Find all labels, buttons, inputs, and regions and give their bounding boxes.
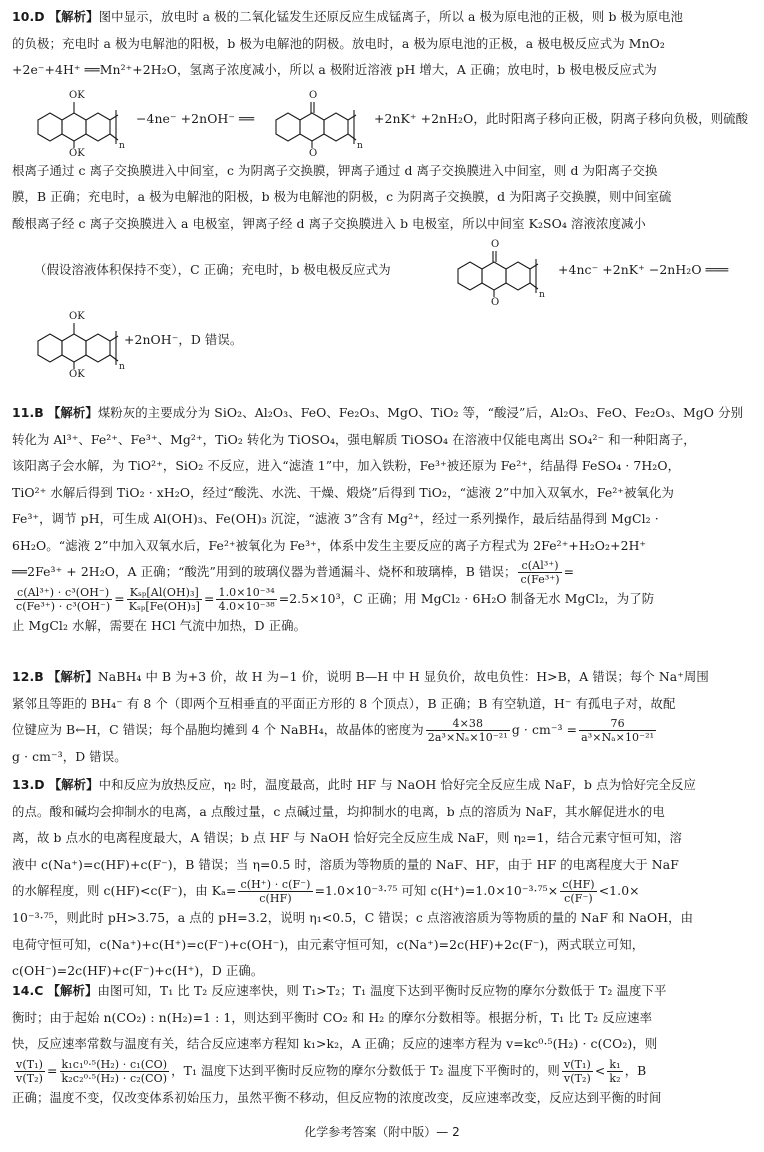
text-line: ══2Fe³⁺ + 2H₂O，A 正确；“酸洗”用到的玻璃仪器为普通漏斗、烧杯和玻璃棒，B 错误； xyxy=(12,564,517,579)
text-line: c(OH⁻)=2c(HF)+c(F⁻)+c(H⁺)，D 正确。 xyxy=(12,963,264,978)
text-line: ，T₁ 温度下达到平衡时反应物的摩尔分数低于 T₂ 温度下平衡时的，则 xyxy=(171,1062,560,1078)
q13-line-1 xyxy=(12,772,754,799)
text-line: 的水解程度，则 c(HF)<c(F⁻)，由 Kₐ= xyxy=(12,883,237,898)
text-line: 该阳离子会水解，为 TiO²⁺，SiO₂ 不反应，进入“滤渣 1”中，加入铁粉，Fe³⁺被还原为 Fe²⁺，结晶得 FeSO₄ · 7H₂O， xyxy=(12,458,681,473)
q10-equation-2 xyxy=(12,237,754,305)
text-line: 液中 c(Na⁺)=c(HF)+c(F⁻)，B 错误；当 η=0.5 时，溶质为等物质的量的 NaF、HF，由于 HF 的电离程度大于 NaF xyxy=(12,856,679,872)
q12-line-1 xyxy=(12,664,754,691)
svg-text:OK: OK xyxy=(69,311,85,322)
svg-text:O: O xyxy=(309,89,318,101)
fraction: $\frac{\text{Kₛₚ[Al(OH)₃]}}{\text{Kₛₚ[Fe(OH)₃]}}$ xyxy=(128,586,200,613)
analysis-tag: 【解析】 xyxy=(47,669,98,684)
equation-text: −4ne⁻ +2nOH⁻ ══ xyxy=(136,110,255,126)
text-line: 膜，B 正确；充电时，a 极为电解池的阳极，b 极为电解池的阴极，c 为阴离子交换膜，d 为阳离子交换膜，则中间室硫 xyxy=(12,189,672,204)
fraction: $\frac{76}{\text{a³×Nₐ×10⁻²¹}}$ xyxy=(581,717,655,744)
text-line: 快，反应速率常数与温度有关，结合反应速率方程知 k₁>k₂，A 正确；反应的速率方程为 v=kc⁰·⁵(H₂) · c(CO₂)，则 xyxy=(12,1036,658,1051)
structure-oxidized-polymer xyxy=(444,233,556,305)
fraction: $\frac{\text{v(T₁)}}{\text{v(T₂)}}$ xyxy=(563,1057,591,1085)
svg-text:O: O xyxy=(491,239,500,250)
text-line: 10⁻³·⁷⁵，则此时 pH>3.75，a 点的 pH=3.2，说明 η₁<0.5，C 错误；c 点溶液溶质为等物质的量的 NaF 和 NaOH，由 xyxy=(12,910,694,925)
svg-text:n: n xyxy=(539,290,545,300)
analysis-tag: 【解析】 xyxy=(47,405,98,420)
text-line: +2nOH⁻，D 错误。 xyxy=(124,332,243,347)
text-line: 煤粉灰的主要成分为 SiO₂、Al₂O₃、FeO、Fe₂O₃、MgO、TiO₂ 等，“酸浸”后，Al₂O₃、FeO、Fe₂O₃、MgO 分别 xyxy=(97,405,744,420)
q11-line-1 xyxy=(12,400,754,427)
svg-text:OK: OK xyxy=(69,369,85,377)
text-line: 紧邻且等距的 BH₄⁻ 有 8 个（即两个互相垂直的平面正方形的 8 个顶点），B 正确；B 有空轨道，H⁻ 有孤电子对，故配 xyxy=(12,695,676,711)
text-line: 衡时；由于起始 n(CO₂) : n(H₂)=1 : 1，则达到平衡时 CO₂ 和 H₂ 的摩尔分数相等。根据分析，T₁ 比 T₂ 反应速率 xyxy=(12,1009,653,1025)
question-number: 14. xyxy=(12,983,35,998)
text-line: 图中显示，放电时 a 极的二氧化锰发生还原反应生成锰离子，所以 a 极为原电池的正极，则 b 极为原电池 xyxy=(98,9,683,24)
text-line: 根离子通过 c 离子交换膜进入中间室，c 为阴离子交换膜，钾离子通过 d 离子交换膜进入中间室，则 d 为阳离子交换 xyxy=(12,162,658,178)
text-line: 的点。酸和碱均会抑制水的电离，a 点酸过量，c 点碱过量，均抑制水的电离，b 点的溶质为 NaF，其水解促进水的电 xyxy=(12,803,665,819)
q10-equation-1 xyxy=(12,84,754,158)
structure-oxidized-polymer xyxy=(262,84,374,156)
question-number: 11. xyxy=(12,405,35,420)
fraction: $\frac{\text{c(Al³⁺) · c³(OH⁻)}}{\text{c(Fe³⁺) · c³(OH⁻)}}$ xyxy=(16,586,111,613)
text-line: 的负极；充电时 a 极为电解池的阳极，b 极为电解池的阴极。放电时，a 极为原电池的正极，a 极电极反应式为 MnO₂ xyxy=(12,35,665,51)
answer-letter: C xyxy=(34,983,44,998)
question-12 xyxy=(12,664,754,771)
text-line: TiO²⁺ 水解后得到 TiO₂ · xH₂O，经过“酸洗、水洗、干燥、煅烧”后得到 TiO₂，“滤液 2”中加入双氧水，Fe²⁺被氧化为 xyxy=(12,484,675,500)
svg-text:OK: OK xyxy=(69,147,85,156)
structure-reduced-polymer xyxy=(24,84,136,156)
q11-line-8: $\frac{\text{c(Al³⁺) · c³(OH⁻)}}{\text{c(Fe³⁺) · c³(OH⁻)}}$ = $\frac{\text{Kₛₚ[Al(OH)₃]}}{\text{Kₛₚ[Fe(OH)₃]}}$ = $\frac{\text{1.0×10⁻³⁴}}{\text{4.0×10⁻³⁸}}$ =2.5×10³，C 正确；用 MgCl₂ · 6H₂O 制备无水 MgCl₂，为了防 xyxy=(16,586,655,613)
text-line: NaBH₄ 中 B 为+3 价，故 H 为−1 价，说明 B—H 中 H 显负价，故电负性：H>B，A 错误；每个 Na⁺周围 xyxy=(97,669,709,684)
svg-text:OK: OK xyxy=(69,89,85,101)
svg-text:n: n xyxy=(119,140,125,151)
question-10 xyxy=(12,4,754,381)
q13-line-5: 的水解程度，则 c(HF)<c(F⁻)，由 Kₐ= $\frac{c(H^+) \cdot c(F^-)}{c(HF)}$ =1.0×10⁻³·⁷⁵ 可知 c(H⁺)=1.0×10⁻³·⁷⁵× $\frac{c(HF)}{c(F^-)}$ <1.0× xyxy=(12,878,640,905)
fraction: $\frac{\text{v(T₁)}}{\text{v(T₂)}}$ xyxy=(16,1057,44,1085)
fraction: $\frac{\text{c(Al³⁺)}}{\text{c(Fe³⁺)}}$ xyxy=(520,559,560,586)
text-line: 酸根离子经 c 离子交换膜进入 a 电极室，钾离子经 d 离子交换膜进入 b 电极室，所以中间室 K₂SO₄ 溶液浓度减小 xyxy=(12,215,646,231)
question-number: 10. xyxy=(12,9,35,24)
structure-reduced-polymer xyxy=(24,305,136,377)
svg-text:n: n xyxy=(119,362,125,372)
fraction: $\frac{4\times 38}{\text{2a³×Nₐ×10⁻²¹}}$ xyxy=(427,717,508,744)
text-line: +2e⁻+4H⁺ ══Mn²⁺+2H₂O，氢离子浓度减小，所以 a 极附近溶液 pH 增大，A 正确；放电时，b 极电极反应式为 xyxy=(12,62,657,77)
text-line: 转化为 Al³⁺、Fe²⁺、Fe³⁺、Mg²⁺，TiO₂ 转化为 TiOSO₄，强电解质 TiOSO₄ 在溶液中仅能电离出 SO₄²⁻ 和一种阳离子， xyxy=(12,431,696,447)
analysis-tag: 【解析】 xyxy=(48,9,99,24)
answer-letter: D xyxy=(34,777,45,792)
text-line: =2.5×10³，C 正确；用 MgCl₂ · 6H₂O 制备无水 MgCl₂，为了防 xyxy=(278,591,655,606)
fraction: $\frac{c(H^+) \cdot c(F^-)}{c(HF)}$ xyxy=(240,878,311,905)
fraction: $\frac{\text{k₁}}{\text{k₂}}$ xyxy=(609,1057,621,1085)
q10-equation-3 xyxy=(12,305,754,381)
svg-text:O: O xyxy=(491,297,500,305)
svg-text:O: O xyxy=(309,147,318,156)
question-13 xyxy=(12,772,754,985)
equation-text: +4nc⁻ +2nK⁺ −2nH₂O ═══ xyxy=(558,262,729,277)
text-line: 中和反应为放热反应，η₂ 时，温度最高，此时 HF 与 NaOH 恰好完全反应生成 NaF，b 点为恰好完全反应 xyxy=(98,777,697,792)
question-number: 12. xyxy=(12,669,35,684)
text-line: 离，故 b 点水的电离程度最大，A 错误；b 点 HF 与 NaOH 恰好完全反应生成 NaF，则 η₂=1，结合元素守恒可知，溶 xyxy=(12,830,683,845)
question-14 xyxy=(12,978,754,1111)
q10-line-1 xyxy=(12,4,754,31)
question-11 xyxy=(12,400,754,640)
answer-letter: D xyxy=(34,9,45,24)
svg-text:n: n xyxy=(357,140,363,151)
text-line: 6H₂O。“滤液 2”中加入双氧水后，Fe²⁺被氧化为 Fe³⁺，体系中发生主要反应的离子方程式为 2Fe²⁺+H₂O₂+2H⁺ xyxy=(12,537,647,553)
fraction: $\frac{c(HF)}{c(F^-)}$ xyxy=(562,878,595,905)
text-line: 位键应为 B←H，C 错误；每个晶胞均摊到 4 个 NaBH₄，故晶体的密度为 xyxy=(12,722,424,737)
text-line: 止 MgCl₂ 水解，需要在 HCl 气流中加热，D 正确。 xyxy=(12,618,307,633)
q14-line-4: $\frac{\text{v(T₁)}}{\text{v(T₂)}}$ = $\frac{\text{k₁c₁⁰·⁵(H₂) · c₁(CO)}}{\text{k₂c₂⁰·⁵(H₂) · c₂(CO)}}$ ，T₁ 温度下达到平衡时反应物的摩尔分数低于 T₂ 温度下平衡时的，则 $\frac{\text{v(T₁)}}{\text{v(T₂)}}$ < $\frac{\text{k₁}}{\text{k₂}}$ ，B xyxy=(16,1057,647,1085)
q11-line-7: ══2Fe³⁺ + 2H₂O，A 正确；“酸洗”用到的玻璃仪器为普通漏斗、烧杯和玻璃棒，B 错误； $\frac{\text{c(Al³⁺)}}{\text{c(Fe³⁺)}}$ = xyxy=(12,559,575,586)
question-number: 13. xyxy=(12,777,35,792)
text-line: 正确；温度不变，仅改变体系初始压力，虽然平衡不移动，但反应物的浓度改变，反应速率改变，反应达到平衡的时间 xyxy=(12,1089,662,1105)
analysis-tag: 【解析】 xyxy=(48,777,99,792)
text-line: 由图可知，T₁ 比 T₂ 反应速率快，则 T₁>T₂；T₁ 温度下达到平衡时反应物的摩尔分数低于 T₂ 温度下平 xyxy=(97,983,667,998)
fraction: $\frac{\text{k₁c₁⁰·⁵(H₂) · c₁(CO)}}{\text{k₂c₂⁰·⁵(H₂) · c₂(CO)}}$ xyxy=(61,1057,168,1085)
text-line: Fe³⁺，调节 pH，可生成 Al(OH)₃、Fe(OH)₃ 沉淀，“滤液 3”含有 Mg²⁺，经过一系列操作，最后结晶得到 MgCl₂ · xyxy=(12,511,659,526)
equation-text: +2nK⁺ +2nH₂O，此时阳离子移向正极，阴离子移向负极，则硫酸 xyxy=(374,110,749,126)
text-line: （假设溶液体积保持不变），C 正确；充电时，b 极电极反应式为 xyxy=(34,262,391,277)
q12-line-3: 位键应为 B←H，C 错误；每个晶胞均摊到 4 个 NaBH₄，故晶体的密度为 $\frac{4\times 38}{\text{2a³×Nₐ×10⁻²¹}}$ g · cm⁻³ = $\frac{76}{\text{a³×Nₐ×10⁻²¹}}$ xyxy=(12,717,655,744)
answer-letter: B xyxy=(34,669,44,684)
answer-letter: B xyxy=(34,405,44,420)
text-line: g · cm⁻³，D 错误。 xyxy=(12,749,127,764)
page-footer: 化学参考答案（附中版）— 2 xyxy=(304,1125,460,1139)
q14-line-1 xyxy=(12,978,754,1005)
text-line: 电荷守恒可知，c(Na⁺)+c(H⁺)=c(F⁻)+c(OH⁻)，由元素守恒可知，c(Na⁺)=2c(HF)+2c(F⁻)，两式联立可知， xyxy=(12,936,645,952)
analysis-tag: 【解析】 xyxy=(47,983,98,998)
fraction: $\frac{\text{1.0×10⁻³⁴}}{\text{4.0×10⁻³⁸}}$ xyxy=(218,586,275,613)
